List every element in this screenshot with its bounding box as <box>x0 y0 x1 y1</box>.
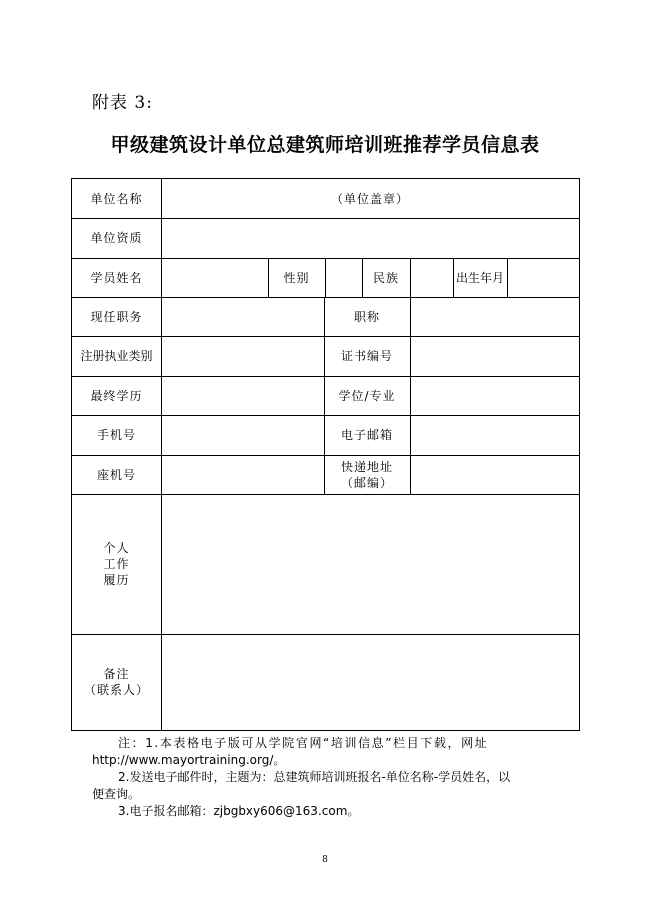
registration-type-label: 注册执业类别 <box>80 349 153 363</box>
education-label: 最终学历 <box>90 388 143 403</box>
note-2-continued: 便查询。 <box>92 787 141 801</box>
column-divider <box>325 258 326 297</box>
title-rank-label: 职称 <box>353 309 380 324</box>
gender-label: 性别 <box>283 270 310 285</box>
page-number: 8 <box>322 855 328 865</box>
postcode-label-line: （邮编） <box>340 475 393 490</box>
current-position-label: 现任职务 <box>90 309 143 324</box>
notes-section <box>92 735 562 820</box>
mobile-label: 手机号 <box>96 428 136 442</box>
landline-label: 座机号 <box>96 467 136 482</box>
unit-qualification-label: 单位资质 <box>90 231 143 245</box>
address-label-line: 快递地址 <box>340 459 393 474</box>
student-name-label: 学员姓名 <box>90 270 143 285</box>
registration-form-table <box>71 178 580 731</box>
remarks-label-line: 备注 <box>103 667 130 681</box>
ethnicity-label: 民族 <box>372 270 399 285</box>
certificate-number-label: 证书编号 <box>340 349 393 363</box>
column-divider <box>410 258 411 494</box>
resume-label <box>72 494 161 634</box>
remarks-label <box>72 634 161 730</box>
note-2: 2.发送电子邮件时，主题为：总建筑师培训班报名-单位名称-学员姓名，以 <box>118 770 511 784</box>
attachment-label: 附表 3: <box>92 93 153 113</box>
address-label <box>324 455 410 494</box>
resume-label-line: 履历 <box>103 573 130 587</box>
note-1: 注：1.本表格电子版可从学院官网“培训信息”栏目下载，网址 <box>118 736 489 750</box>
unit-seal-hint: （单位盖章） <box>330 191 409 206</box>
resume-label-line: 工作 <box>103 557 130 571</box>
resume-label-line: 个人 <box>103 541 130 555</box>
birth-label: 出生年月 <box>455 270 504 285</box>
form-title: 甲级建筑设计单位总建筑师培训班推荐学员信息表 <box>110 134 540 156</box>
email-label: 电子邮箱 <box>340 428 393 442</box>
note-3: 3.电子报名邮箱：zjbgbxy606@163.com。 <box>118 804 360 818</box>
label-column-divider <box>161 179 162 730</box>
unit-name-label: 单位名称 <box>90 191 143 206</box>
note-1-url: http://www.mayortraining.org/。 <box>92 753 286 767</box>
column-divider <box>507 258 508 297</box>
degree-major-label: 学位/专业 <box>338 388 396 403</box>
contact-person-label-line: （联系人） <box>83 683 149 697</box>
